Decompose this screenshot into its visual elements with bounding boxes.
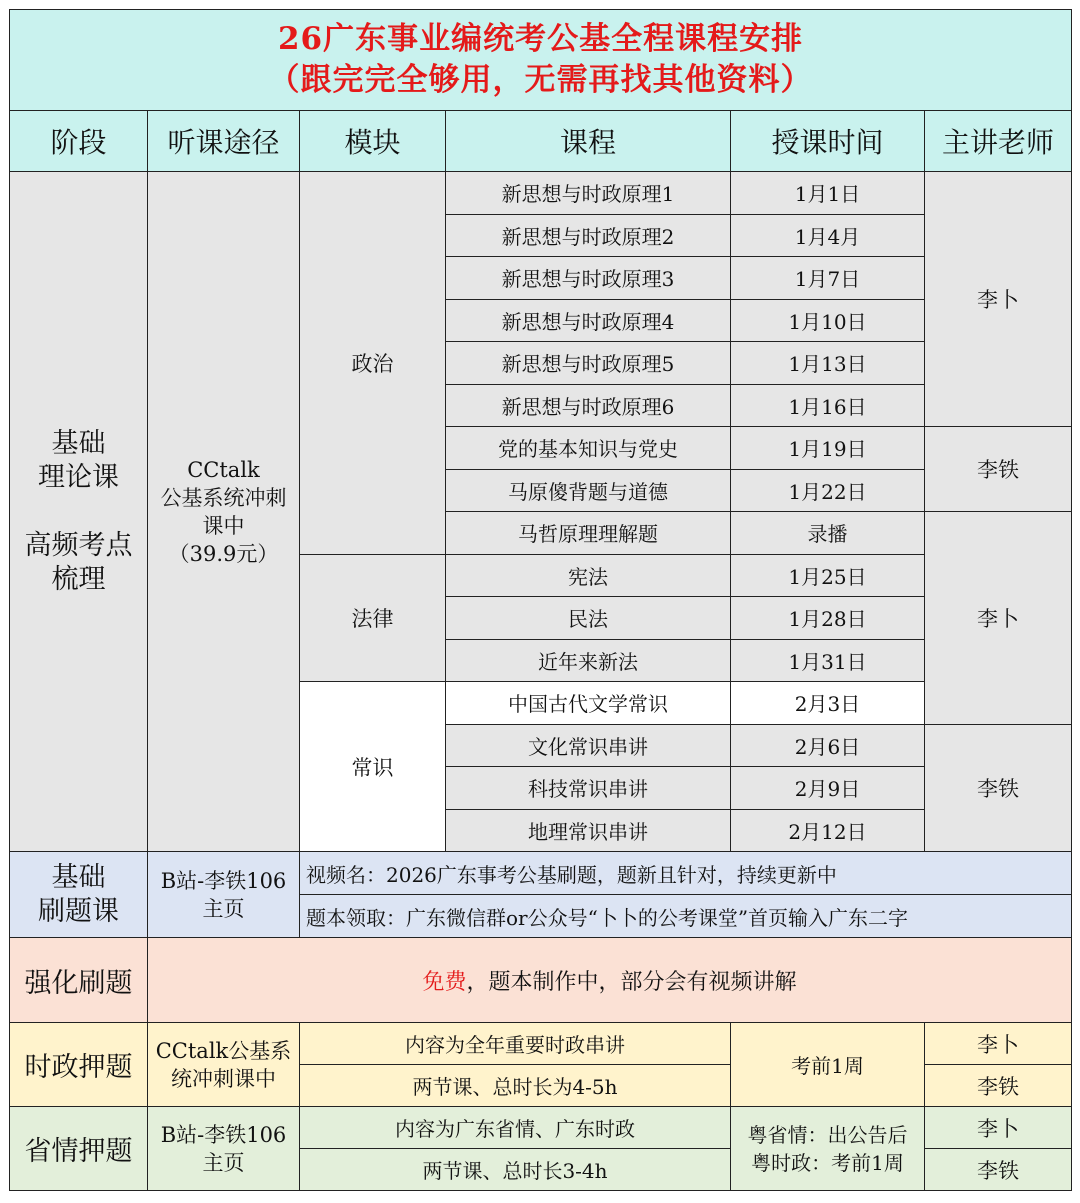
table-row	[10, 852, 1072, 895]
route-bilibili	[148, 852, 300, 938]
teacher-name: 李卜	[925, 172, 1072, 427]
module-common-sense: 常识	[300, 682, 446, 852]
title-line-1: 26广东事业编统考公基全程课程安排	[277, 21, 804, 57]
course-time: 1月1日	[731, 172, 925, 215]
course-time: 录播	[731, 512, 925, 555]
header-course: 课程	[446, 111, 731, 172]
table-row	[10, 1023, 1072, 1065]
teacher-name: 李卜	[925, 1023, 1072, 1065]
stage-text: 基础	[51, 427, 106, 459]
course-name: 科技常识串讲	[446, 767, 731, 810]
module-law: 法律	[300, 554, 446, 682]
stage-intensive: 强化刷题	[10, 938, 148, 1023]
stage-text: 高频考点	[24, 529, 133, 561]
schedule-table	[9, 9, 1072, 1191]
stage-text: 基础	[51, 861, 106, 893]
course-time: 1月28日	[731, 597, 925, 640]
intensive-info	[148, 938, 1072, 1023]
header-module: 模块	[300, 111, 446, 172]
course-name: 新思想与时政原理1	[446, 172, 731, 215]
course-time: 1月16日	[731, 384, 925, 427]
course-time: 1月19日	[731, 427, 925, 470]
stage-text: 梳理	[51, 563, 106, 595]
header-teacher: 主讲老师	[925, 111, 1072, 172]
route-cctalk	[148, 172, 300, 852]
free-label: 免费	[422, 969, 467, 995]
module-politics: 政治	[300, 172, 446, 555]
course-name: 新思想与时政原理3	[446, 257, 731, 300]
stage-text: 理论课	[38, 461, 119, 493]
course-name: 地理常识串讲	[446, 809, 731, 852]
route-text: B站-李铁106	[160, 1122, 287, 1147]
route-bilibili-pred	[148, 1107, 300, 1191]
province-duration: 两节课、总时长3-4h	[300, 1149, 731, 1191]
teacher-name: 李卜	[925, 1107, 1072, 1149]
course-name: 近年来新法	[446, 639, 731, 682]
table-row	[10, 1107, 1072, 1149]
stage-practice	[10, 852, 148, 938]
route-text: CCtalk	[187, 457, 260, 482]
teacher-name: 李卜	[925, 512, 1072, 725]
course-name: 文化常识串讲	[446, 724, 731, 767]
practice-video-info: 视频名：2026广东事考公基刷题，题新且针对，持续更新中	[300, 852, 1072, 895]
stage-foundation	[10, 172, 148, 852]
politics-time: 考前1周	[731, 1023, 925, 1107]
stage-text: 刷题课	[38, 895, 119, 927]
course-time: 1月13日	[731, 342, 925, 385]
course-time: 1月7日	[731, 257, 925, 300]
header-time: 授课时间	[731, 111, 925, 172]
teacher-name: 李铁	[925, 1065, 1072, 1107]
route-text: 统冲刺课中	[171, 1066, 276, 1091]
course-name: 马原傻背题与道德	[446, 469, 731, 512]
route-cctalk-pred	[148, 1023, 300, 1107]
course-name: 新思想与时政原理5	[446, 342, 731, 385]
province-time-text: 粤时政：考前1周	[751, 1150, 904, 1175]
table-row	[10, 938, 1072, 1023]
course-name: 党的基本知识与党史	[446, 427, 731, 470]
intensive-text: ，题本制作中，部分会有视频讲解	[466, 969, 797, 995]
course-name: 中国古代文学常识	[446, 682, 731, 725]
course-time: 1月25日	[731, 554, 925, 597]
table-row	[10, 172, 1072, 215]
course-time: 1月10日	[731, 299, 925, 342]
course-time: 1月4月	[731, 214, 925, 257]
course-time: 1月22日	[731, 469, 925, 512]
title-line-2: （跟完完全够用，无需再找其他资料）	[268, 62, 813, 98]
teacher-name: 李铁	[925, 1149, 1072, 1191]
route-text: 公基系统冲刺	[160, 485, 287, 510]
stage-politics-prediction: 时政押题	[10, 1023, 148, 1107]
course-name: 马哲原理理解题	[446, 512, 731, 555]
course-time: 2月3日	[731, 682, 925, 725]
course-name: 宪法	[446, 554, 731, 597]
teacher-name: 李铁	[925, 724, 1072, 852]
header-stage: 阶段	[10, 111, 148, 172]
politics-duration: 两节课、总时长为4-5h	[300, 1065, 731, 1107]
course-name: 新思想与时政原理2	[446, 214, 731, 257]
route-text: B站-李铁106	[160, 868, 287, 893]
course-time: 2月12日	[731, 809, 925, 852]
route-text: （39.9元）	[168, 541, 279, 566]
schedule-title	[10, 10, 1072, 111]
practice-book-info: 题本领取：广东微信群or公众号“卜卜的公考课堂”首页输入广东二字	[300, 895, 1072, 938]
route-text: 课中	[202, 513, 245, 538]
course-name: 民法	[446, 597, 731, 640]
route-text: 主页	[202, 896, 245, 921]
route-text: 主页	[202, 1150, 245, 1175]
stage-province-prediction: 省情押题	[10, 1107, 148, 1191]
header-route: 听课途径	[148, 111, 300, 172]
teacher-name: 李铁	[925, 427, 1072, 512]
route-text: CCtalk公基系	[155, 1038, 292, 1063]
course-name: 新思想与时政原理6	[446, 384, 731, 427]
course-schedule	[9, 9, 1072, 1191]
province-time-text: 粤省情：出公告后	[747, 1122, 908, 1147]
province-time	[731, 1107, 925, 1191]
province-content: 内容为广东省情、广东时政	[300, 1107, 731, 1149]
header-row	[10, 111, 1072, 172]
course-time: 2月6日	[731, 724, 925, 767]
course-name: 新思想与时政原理4	[446, 299, 731, 342]
course-time: 2月9日	[731, 767, 925, 810]
course-time: 1月31日	[731, 639, 925, 682]
politics-content: 内容为全年重要时政串讲	[300, 1023, 731, 1065]
